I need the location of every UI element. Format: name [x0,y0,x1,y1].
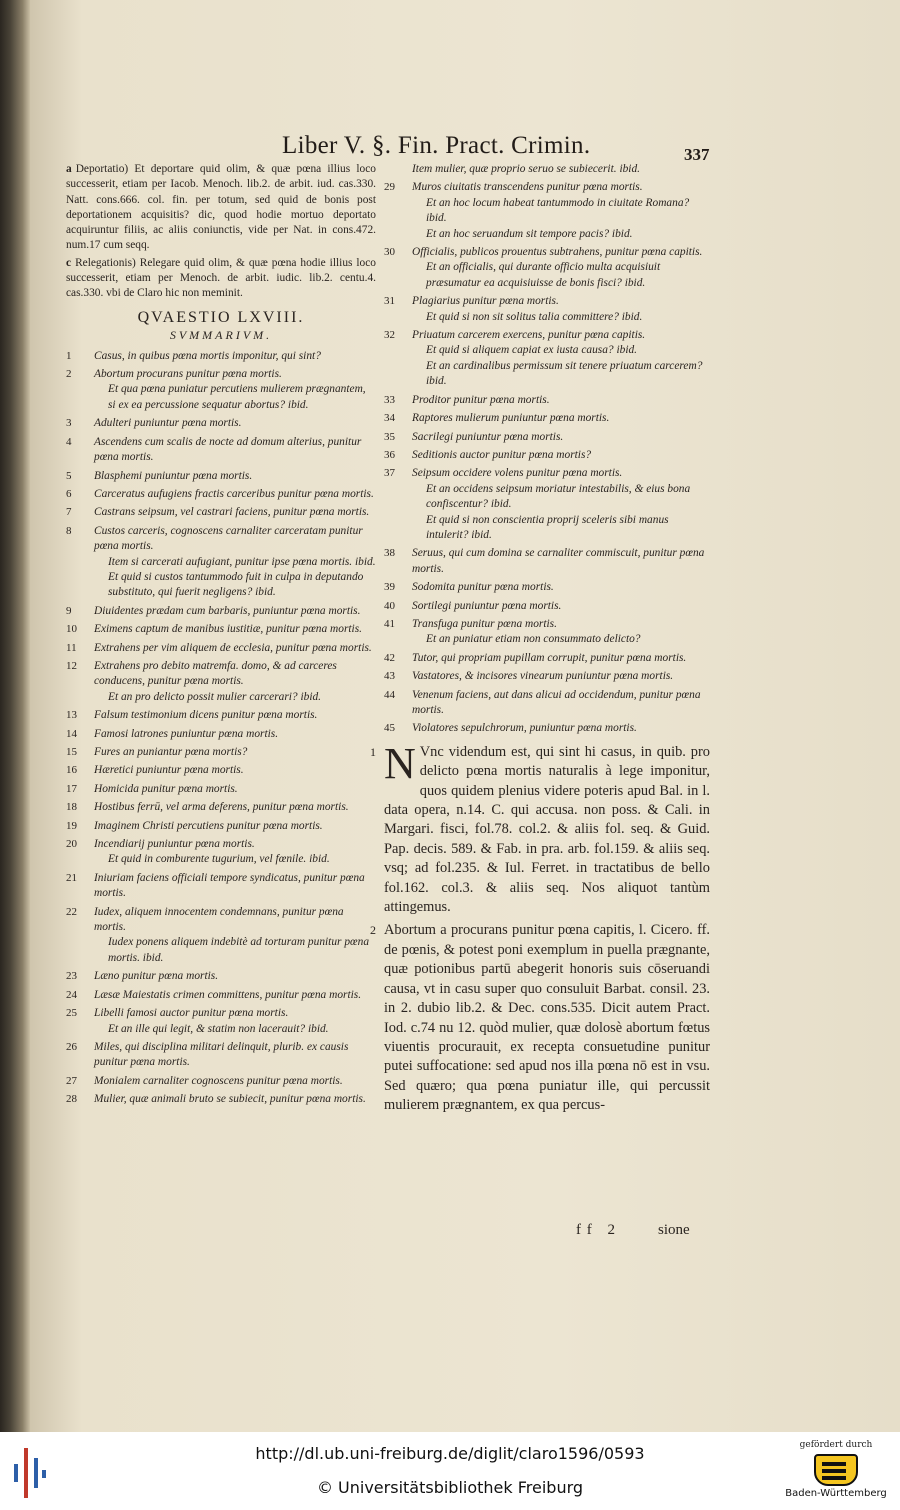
entry-text: Incendiarij puniuntur pœna mortis. [94,838,255,851]
entry-text: Castrans seipsum, vel castrari faciens, punitur pœna mortis. [94,506,370,519]
book-spine [0,0,30,1432]
entry-number: 23 [66,970,77,983]
summary-entry [384,688,710,719]
summary-entry [66,800,376,815]
summary-entry [66,416,376,431]
entry-text: Vastatores, & incisores vinearum puniuntur pœna mortis. [412,670,674,683]
entry-number: 2 [66,368,72,381]
summary-entry [384,328,710,390]
entry-subtext: Et quid si non conscientia proprij sceleris sibi manus intulerit? ibid. [426,513,669,541]
copyright-text: © Universitätsbibliothek Freiburg [316,1478,584,1497]
body-paragraph-2: 2 Abortum a procurans punitur pœna capitis, l. Cicero. ff. de pœnis, & potest poni exemplum in puella prægnante, quæ potionibus partū abegerit honoris suis cōseruandi causa, vt in casu super quo consuluit Barbat. consil. 23. in 2. dubio lib.2. & Dec. cons.535. Dicit autem Pract. Iod. c.74 nu 12. quòd mulier, quæ dolosè abortum fœtus viuentis procurauit, ex recepta consuetudine punitur putei suffocatione: sed apud nos illa pœna nō est in vsu. Sed quæro; qua pœna puniatur ille, qui percussit mulierem prægnantem, ex qua percus- [370,922,710,1114]
baden-wuerttemberg-crest-icon [814,1454,858,1486]
entry-number: 41 [384,617,395,630]
summary-entry [384,245,710,291]
entry-text: Violatores sepulchrorum, puniuntur pœna mortis. [412,722,637,735]
entry-text: Priuatum carcerem exercens, punitur pœna capitis. [412,329,646,342]
summary-entry [66,745,376,760]
entry-number: 43 [384,670,395,683]
entry-text: Raptores mulierum puniuntur pœna mortis. [412,412,610,425]
summary-entry [66,487,376,502]
summary-entry [384,617,710,648]
entry-text: Sacrilegi puniuntur pœna mortis. [412,430,564,443]
entry-number: 12 [66,659,77,672]
entry-text: Ascendens cum scalis de nocte ad domum alterius, punitur pœna mortis. [94,435,362,464]
summary-entry [66,871,376,902]
entry-text: Sodomita punitur pœna mortis. [412,581,554,594]
entry-number: 34 [384,412,395,425]
summary-entry [66,988,376,1003]
entry-number: 15 [66,746,77,759]
entry-text: Læsæ Maiestatis crimen committens, punitur pœna mortis. [94,988,362,1001]
drop-initial: N [384,738,416,788]
entry-text: Iudex, aliquem innocentem condemnans, punitur pœna mortis. [94,905,344,934]
entry-text: Casus, in quibus pœna mortis imponitur, qui sint? [94,349,321,362]
entry-number: 6 [66,487,72,500]
summary-entry [66,1092,376,1107]
question-heading: QVAESTIO LXVIII. [137,308,305,326]
entry-text: Extrahens pro debito matremfa. domo, & ad carceres conducens, punitur pœna mortis. [94,659,337,688]
entry-number: 40 [384,599,395,612]
entry-text: Eximens captum de manibus iustitiæ, punitur pœna mortis. [94,623,362,636]
entry-text: Famosi latrones puniuntur pœna mortis. [94,727,279,740]
entry-text: Carceratus aufugiens fractis carceribus punitur pœna mortis. [94,487,374,500]
entry-text: Tutor, qui propriam pupillam corrupit, punitur pœna mortis. [412,651,687,664]
entry-subtext: Et quid si custos tantummodo fuit in culpa in deputando substituto, qui fuerit negligens? ibid. [108,570,364,599]
entry-number: 31 [384,295,395,308]
summary-entry [384,448,710,463]
entry-text: Blasphemi puniuntur pœna mortis. [94,469,253,482]
footer-bar [0,1432,900,1510]
summary-entry [66,604,376,619]
entry-number: 29 [384,181,395,194]
entry-text: Læno punitur pœna mortis. [94,970,219,983]
entry-number: 25 [66,1007,77,1020]
entry-text: Abortum procurans punitur pœna mortis. [94,368,282,381]
summary-entry [66,782,376,797]
entry-number: 24 [66,988,77,1001]
sponsor-caption: gefördert durch [799,1440,873,1450]
summary-list-right [384,162,710,737]
running-header: Liber V. §. Fin. Pract. Crimin. [282,132,591,159]
catchword: sione [658,1222,690,1238]
body-paragraph-1: 1 N Vnc videndum est, qui sint hi casus, in quib. pro delicto pœna mortis naturalis à lege imponitur, quos quidem plenius videre poteris apud Bal. in l. data opera, n.14. C. qui accusa. non poss. & Cali. in Margari. fisci, fol.78. col.2. & aliis fol. seq. & Guid. Pap. decis. 589. & Fab. in pra. arb. fol.159. & aliis seq. vsq; ad fol.235. & Iul. Ferret. in tractatibus de bello fol.162. col.3. & aliis seq. Nos aliquot tantùm attingemus. [370,738,710,916]
summary-entry [384,669,710,684]
entry-number: 16 [66,764,77,777]
summary-entry [66,708,376,723]
summary-entry [66,505,376,520]
entry-text: Monialem carnaliter cognoscens punitur pœna mortis. [94,1074,343,1087]
margin-note-c: c Relegationis) Relegare quid olim, & quæ pœna hodie illius loco successerit, etiam per Menoch. de arbit. iudic. lib.2. centu.4. cas.330. vbi de Claro hic non meminit. [66,256,376,300]
entry-text: Muros ciuitatis transcendens punitur pœna mortis. [412,181,643,194]
entry-number: 38 [384,547,395,560]
entry-number: 28 [66,1093,77,1106]
summary-entry [384,430,710,445]
summary-entry [384,162,710,177]
page-number: 337 [684,145,710,164]
summary-entry [384,466,710,543]
entry-text: Diuidentes prædam cum barbaris, puniuntur pœna mortis. [94,604,361,617]
entry-number: 10 [66,623,77,636]
entry-text: Venenum faciens, aut dans alicui ad occidendum, punitur pœna mortis. [412,688,701,716]
summary-entry [66,435,376,466]
entry-subtext: Et quid si aliquem capiat ex iusta causa? ibid. [426,344,638,357]
summary-entry [384,721,710,736]
entry-text: Libelli famosi auctor punitur pœna mortis. [94,1007,289,1020]
summary-entry [384,294,710,325]
summary-entry [66,641,376,656]
summary-entry [384,599,710,614]
entry-text: Adulteri puniuntur pœna mortis. [94,417,242,430]
entry-text: Seruus, qui cum domina se carnaliter commiscuit, punitur pœna mortis. [412,547,705,575]
entry-text: Transfuga punitur pœna mortis. [412,617,557,630]
entry-subtext: Iudex ponens aliquem indebitè ad torturam punitur pœna mortis. ibid. [108,936,370,964]
entry-text: Item mulier, quæ proprio seruo se subiecerit. ibid. [412,163,641,175]
entry-number: 20 [66,838,77,851]
entry-number: 1 [66,349,72,362]
entry-number: 42 [384,651,395,664]
summary-entry [66,837,376,868]
entry-text: Mulier, quæ animali bruto se subiecit, punitur pœna mortis. [94,1093,366,1106]
entry-number: 26 [66,1040,77,1053]
summary-entry [66,367,376,413]
entry-text: Hæretici puniuntur pœna mortis. [94,764,244,777]
entry-number: 11 [66,641,77,654]
sponsor-name: Baden-Württemberg [785,1488,887,1499]
entry-text: Homicida punitur pœna mortis. [94,782,238,795]
entry-number: 30 [384,246,395,259]
entry-number: 22 [66,905,77,918]
summary-entry [66,524,376,601]
entry-text: Plagiarius punitur pœna mortis. [412,295,559,308]
entry-subtext: Et an occidens seipsum moriatur intestabilis, & eius bona confiscentur? ibid. [426,482,691,511]
source-url[interactable]: http://dl.ub.uni-freiburg.de/diglit/claro1596/0593 [255,1444,645,1463]
summary-entry [66,349,376,364]
summary-heading: SVMMARIVM. [169,327,273,342]
entry-subtext: Et an puniatur etiam non consummato delicto? [426,633,641,646]
summary-entry [66,469,376,484]
entry-subtext: Item si carcerati aufugiant, punitur ipse pœna mortis. ibid. [108,555,376,568]
entry-number: 37 [384,467,395,480]
entry-text: Fures an puniantur pœna mortis? [94,746,248,759]
entry-number: 44 [384,688,395,701]
entry-subtext: Et an hoc locum habeat tantummodo in ciuitate Romana? ibid. [426,196,690,225]
entry-number: 7 [66,506,72,519]
entry-text: Hostibus ferrū, vel arma deferens, punitur pœna mortis. [94,801,349,814]
summary-entry [384,393,710,408]
summary-entry [66,659,376,705]
summary-entry [66,969,376,984]
entry-number: 45 [384,722,395,735]
entry-number: 32 [384,329,395,342]
entry-text: Iniuriam faciens officiali tempore syndicatus, punitur pœna mortis. [94,871,365,900]
entry-text: Seipsum occidere volens punitur pœna mortis. [412,467,623,480]
summary-entry [66,727,376,742]
entry-subtext: Et qua pœna puniatur percutiens mulierem prægnantem, si ex ea percussione sequatur abortus? ibid. [108,383,366,411]
entry-subtext: Et an officialis, qui durante officio multa acquisiuit præsumatur ea acquisiuisse de bonis fisci? ibid. [426,261,661,289]
summary-entry [66,1074,376,1089]
summary-entry [66,819,376,834]
right-column [370,162,710,1116]
entry-number: 33 [384,393,395,406]
summary-entry [384,651,710,666]
entry-subtext: Et an ille qui legit, & statim non lacerauit? ibid. [108,1022,329,1035]
entry-number: 5 [66,469,72,482]
entry-number: 3 [66,417,72,430]
entry-text: Imaginem Christi percutiens punitur pœna mortis. [94,819,323,832]
entry-number: 17 [66,782,77,795]
margin-note-a: a Deportatio) Et deportare quid olim, & quæ pœna illius loco successerit, etiam per Iacob. Menoch. lib.2. de arbit. iud. cas.330. Natt. cons.666. col. fin. per totum, sed quid de bonis post deportationem acquisitis? dic, quod hodie mortuo deportato acquiruntur filiis, ac aliis coniunctis, vide per Nat. in cons.472. num.17 cum seqq. [66,163,376,252]
entry-subtext: Et quid si non sit solitus talia committere? ibid. [426,310,643,323]
entry-subtext: Et an pro delicto possit mulier carcerari? ibid. [108,690,322,703]
entry-number: 9 [66,604,72,617]
entry-number: 14 [66,727,77,740]
sponsor-block [780,1440,892,1499]
summary-entry [66,1040,376,1071]
entry-number: 4 [66,435,72,448]
entry-number: 13 [66,709,77,722]
entry-number: 27 [66,1074,77,1087]
summary-list-left [66,349,376,1108]
signature-mark: ff 2 [576,1222,621,1238]
entry-text: Extrahens per vim aliquem de ecclesia, punitur pœna mortis. [94,641,372,654]
entry-number: 8 [66,524,72,537]
entry-text: Custos carceris, cognoscens carnaliter carceratam punitur pœna mortis. [94,524,363,553]
entry-number: 21 [66,871,77,884]
summary-entry [384,580,710,595]
entry-text: Falsum testimonium dicens punitur pœna mortis. [94,709,318,722]
entry-subtext: Et quid in comburente tugurium, vel fœnile. ibid. [108,853,330,866]
entry-number: 19 [66,819,77,832]
entry-number: 35 [384,430,395,443]
summary-entry [384,411,710,426]
entry-subtext: Et an cardinalibus permissum sit tenere priuatum carcerem? ibid. [426,359,703,388]
left-column [66,162,376,1111]
entry-text: Sortilegi puniuntur pœna mortis. [412,599,562,612]
summary-entry [66,1006,376,1037]
summary-entry [66,763,376,778]
entry-number: 36 [384,448,395,461]
entry-text: Seditionis auctor punitur pœna mortis? [412,448,592,461]
entry-text: Miles, qui disciplina militari delinquit, plurib. ex causis punitur pœna mortis. [94,1040,349,1069]
summary-entry [384,546,710,577]
entry-text: Proditor punitur pœna mortis. [412,393,550,406]
summary-entry [384,180,710,242]
entry-number: 18 [66,801,77,814]
entry-number: 39 [384,581,395,594]
summary-entry [66,622,376,637]
entry-subtext: Et an hoc seruandum sit tempore pacis? ibid. [426,227,633,240]
entry-text: Officialis, publicos prouentus subtrahens, punitur pœna capitis. [412,246,703,259]
summary-entry [66,905,376,967]
